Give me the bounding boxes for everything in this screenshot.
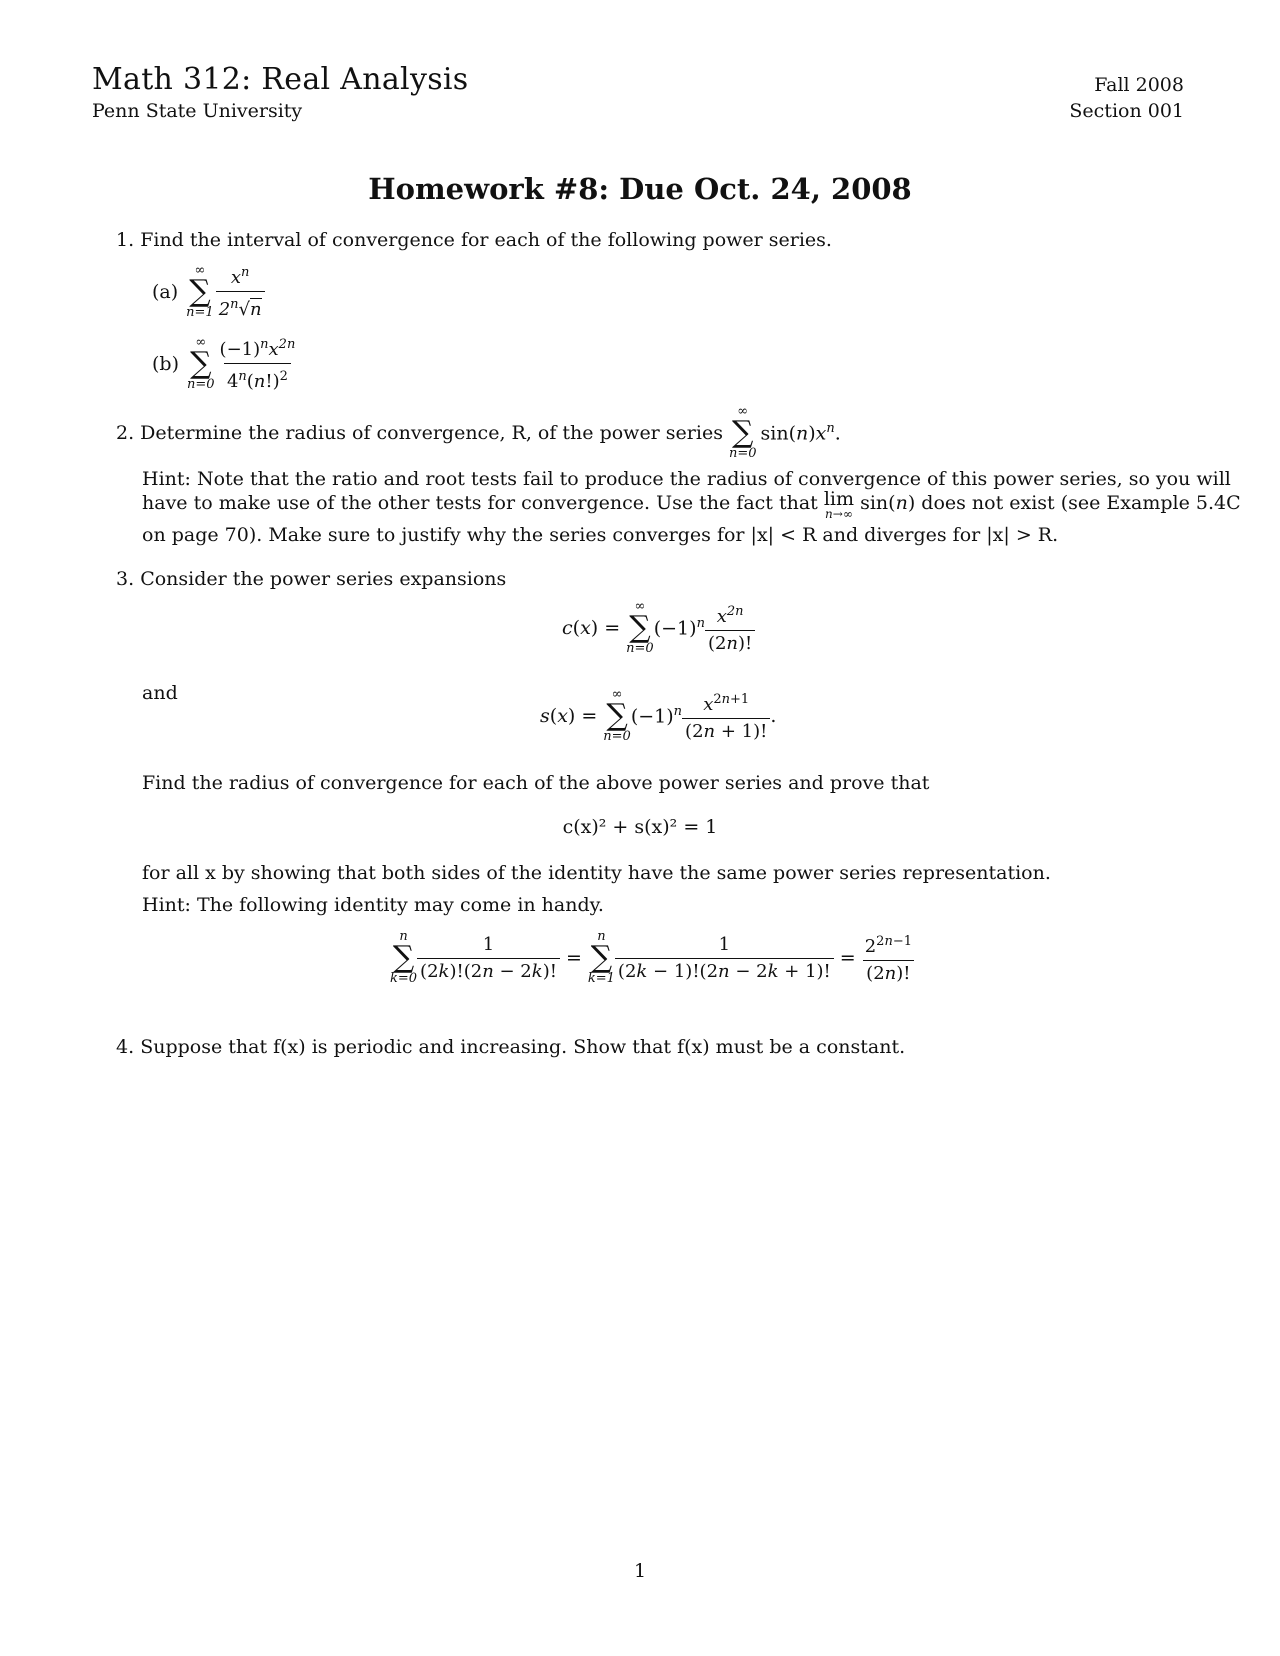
limit-operator: lim n→∞ xyxy=(823,488,855,521)
problem-3-hint: Hint: The following identity may come in handy. xyxy=(142,894,604,916)
problem-3 xyxy=(116,566,506,592)
problem-1-text: Find the interval of convergence for each of the following power series. xyxy=(140,229,832,251)
sum-operator: ∞ ∑ n=0 xyxy=(187,334,215,392)
problem-3-text: Consider the power series expansions xyxy=(140,568,507,590)
problem-2-hint-line-2: have to make use of the other tests for convergence. Use the fact that lim n→∞ sin(n) does not exist (see Example 5.4C xyxy=(142,488,1241,521)
and-text: and xyxy=(142,682,178,704)
fraction: $\frac{x^{2n+1}}{(2n + 1)!}$ xyxy=(682,689,770,743)
problem-2-hint-line-3: on page 70). Make sure to justify why the series converges for |x| < R and diverges for |x| > R. xyxy=(142,524,1059,546)
sum-operator: ∞ ∑ n=0 xyxy=(603,687,631,744)
problem-1a xyxy=(152,262,265,321)
university-name: Penn State University xyxy=(92,100,303,122)
problem-3-for-all-text: for all x by showing that both sides of the identity have the same power series representation. xyxy=(142,862,1051,884)
problem-4-text: Suppose that f(x) is periodic and increasing. Show that f(x) must be a constant. xyxy=(140,1036,906,1058)
problem-1a-label: (a) xyxy=(152,280,179,303)
series-term: $\sin(n)x^n$. xyxy=(760,421,841,445)
fraction: $\frac{x^{2n}}{(2n)!}$ xyxy=(705,601,755,655)
term: Fall 2008 xyxy=(1094,74,1184,96)
problem-2-text: Determine the radius of convergence, R, of the power series xyxy=(140,422,723,444)
equation-c: c(x) = ∞ ∑ n=0 $(-1)^n$ $\frac{x^{2n}}{(2n)!}$ xyxy=(562,600,755,656)
problem-1b xyxy=(152,334,298,393)
fraction: $\frac{(-1)^nx^{2n}}{4^n(n!)^2}$ xyxy=(219,337,296,392)
identity-equation: c(x)² + s(x)² = 1 xyxy=(562,816,718,838)
problem-3-find-text: Find the radius of convergence for each of the above power series and prove that xyxy=(142,772,930,794)
equation-s: s(x) = ∞ ∑ n=0 $(-1)^n$ $\frac{x^{2n+1}}{(2n + 1)!}$ . xyxy=(540,687,777,744)
fraction: $\frac{1}{(2k - 1)!(2n - 2k + 1)!}$ xyxy=(615,934,834,983)
problem-2-number: 2. xyxy=(116,422,135,444)
problem-2 xyxy=(116,405,841,461)
problem-1b-label: (b) xyxy=(152,352,179,375)
problem-1-number: 1. xyxy=(116,229,135,251)
sum-operator: n ∑ k=0 xyxy=(390,929,418,986)
problem-1 xyxy=(116,227,832,253)
problem-2-hint-line-1: Hint: Note that the ratio and root tests fail to produce the radius of convergence of this power series, so you will xyxy=(142,468,1231,490)
sum-operator: ∞ ∑ n=0 xyxy=(728,404,757,461)
fraction: $\frac{2^{2n-1}}{(2n)!}$ xyxy=(864,934,912,984)
hint-line-2-start: have to make use of the other tests for convergence. Use the fact that xyxy=(142,492,818,514)
problem-3-number: 3. xyxy=(116,568,135,590)
hint-line-2-end: does not exist (see Example 5.4C xyxy=(921,492,1241,514)
problem-4-number: 4. xyxy=(116,1036,135,1058)
course-title: Math 312: Real Analysis xyxy=(92,62,469,97)
sum-operator: ∞ ∑ n=0 xyxy=(626,599,654,656)
homework-title: Homework #8: Due Oct. 24, 2008 xyxy=(368,172,912,206)
fraction: $\frac{1}{(2k)!(2n - 2k)!}$ xyxy=(417,934,560,983)
fraction: $\frac{x^n}{2^n√n}$ xyxy=(216,262,265,321)
problem-4 xyxy=(116,1034,905,1060)
sum-operator: ∞ ∑ n=1 xyxy=(186,262,214,320)
hint-identity: n ∑ k=0 $\frac{1}{(2k)!(2n - 2k)!}$ = n ∑ k=1 $\frac{1}{(2k - 1)!(2n - 2k + 1)!}$ = $\frac{2^{2n-1}}{(2n)!}$ xyxy=(390,930,915,986)
sum-operator: n ∑ k=1 xyxy=(587,929,615,986)
page-number: 1 xyxy=(633,1560,647,1582)
section: Section 001 xyxy=(1069,100,1184,122)
